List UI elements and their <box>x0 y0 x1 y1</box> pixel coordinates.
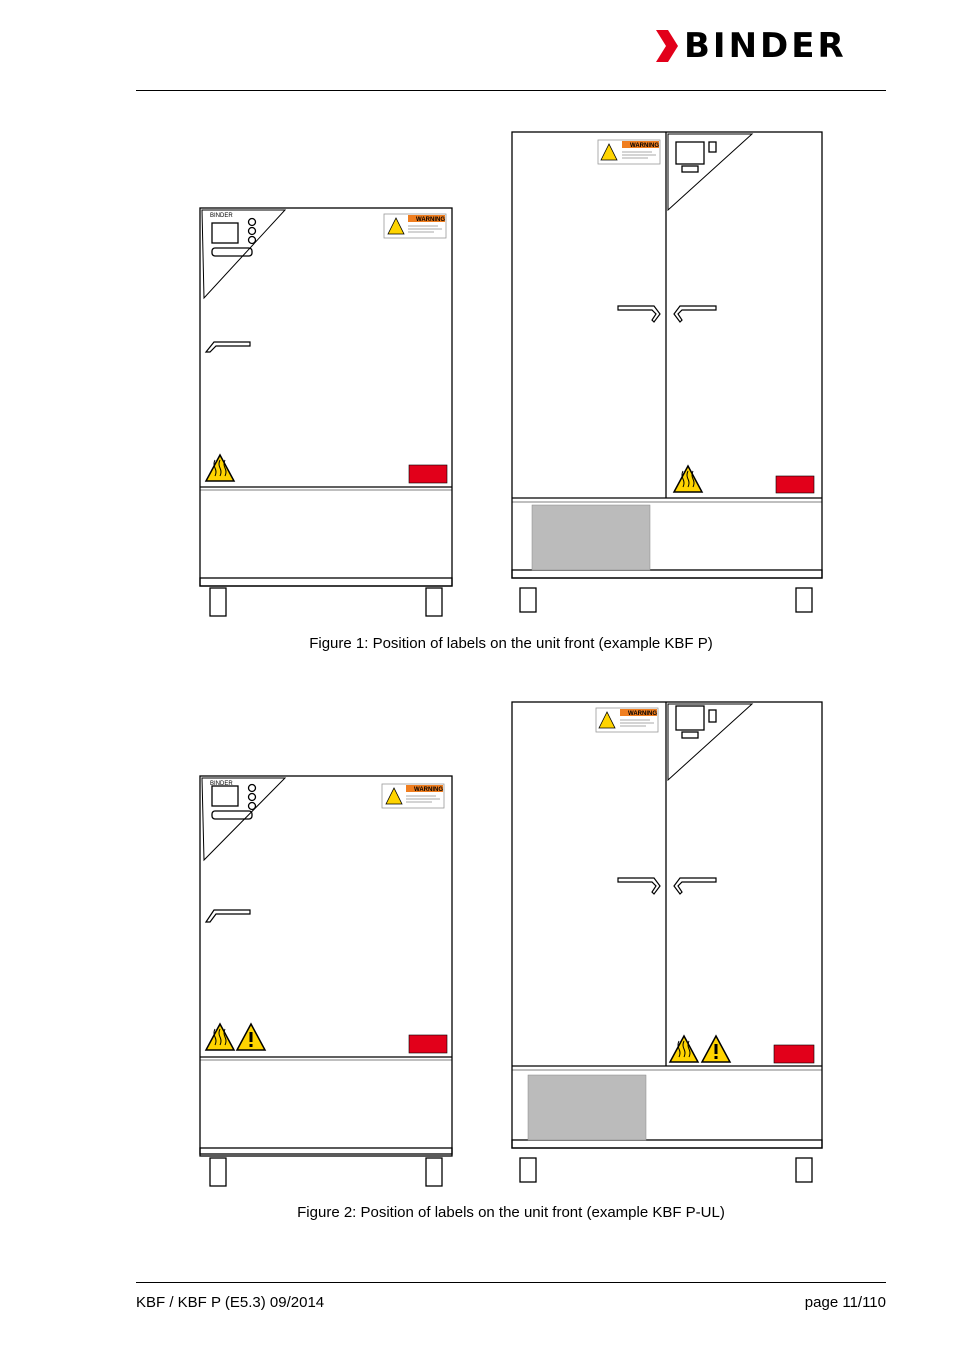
footer-page-number: page 11/110 <box>804 1294 886 1311</box>
binder-logo-icon <box>654 28 680 64</box>
footer-rule <box>136 1282 886 1283</box>
figure-1 <box>190 130 830 620</box>
red-label-icon <box>776 476 814 493</box>
warning-word: WARNING <box>414 787 443 793</box>
small-unit-front <box>200 208 452 616</box>
small-unit-front <box>200 776 452 1186</box>
brand-name: BINDER <box>684 26 847 66</box>
vent-grille <box>532 505 650 570</box>
header-rule <box>136 90 886 91</box>
warning-word: WARNING <box>628 711 657 717</box>
warning-word: WARNING <box>630 143 659 149</box>
red-label-icon <box>774 1045 814 1063</box>
figure-1-caption: Figure 1: Position of labels on the unit front (example KBF P) <box>309 635 713 652</box>
figure-2-caption: Figure 2: Position of labels on the unit front (example KBF P-UL) <box>297 1204 725 1221</box>
footer-document-id: KBF / KBF P (E5.3) 09/2014 <box>136 1294 325 1311</box>
small-unit-brand: BINDER <box>210 213 233 219</box>
figure-2 <box>190 700 830 1190</box>
red-label-icon <box>409 465 447 483</box>
red-label-icon <box>409 1035 447 1053</box>
binder-logo <box>654 28 886 64</box>
small-unit-brand: BINDER <box>210 781 233 787</box>
warning-word: WARNING <box>416 217 445 223</box>
vent-grille <box>528 1075 646 1140</box>
